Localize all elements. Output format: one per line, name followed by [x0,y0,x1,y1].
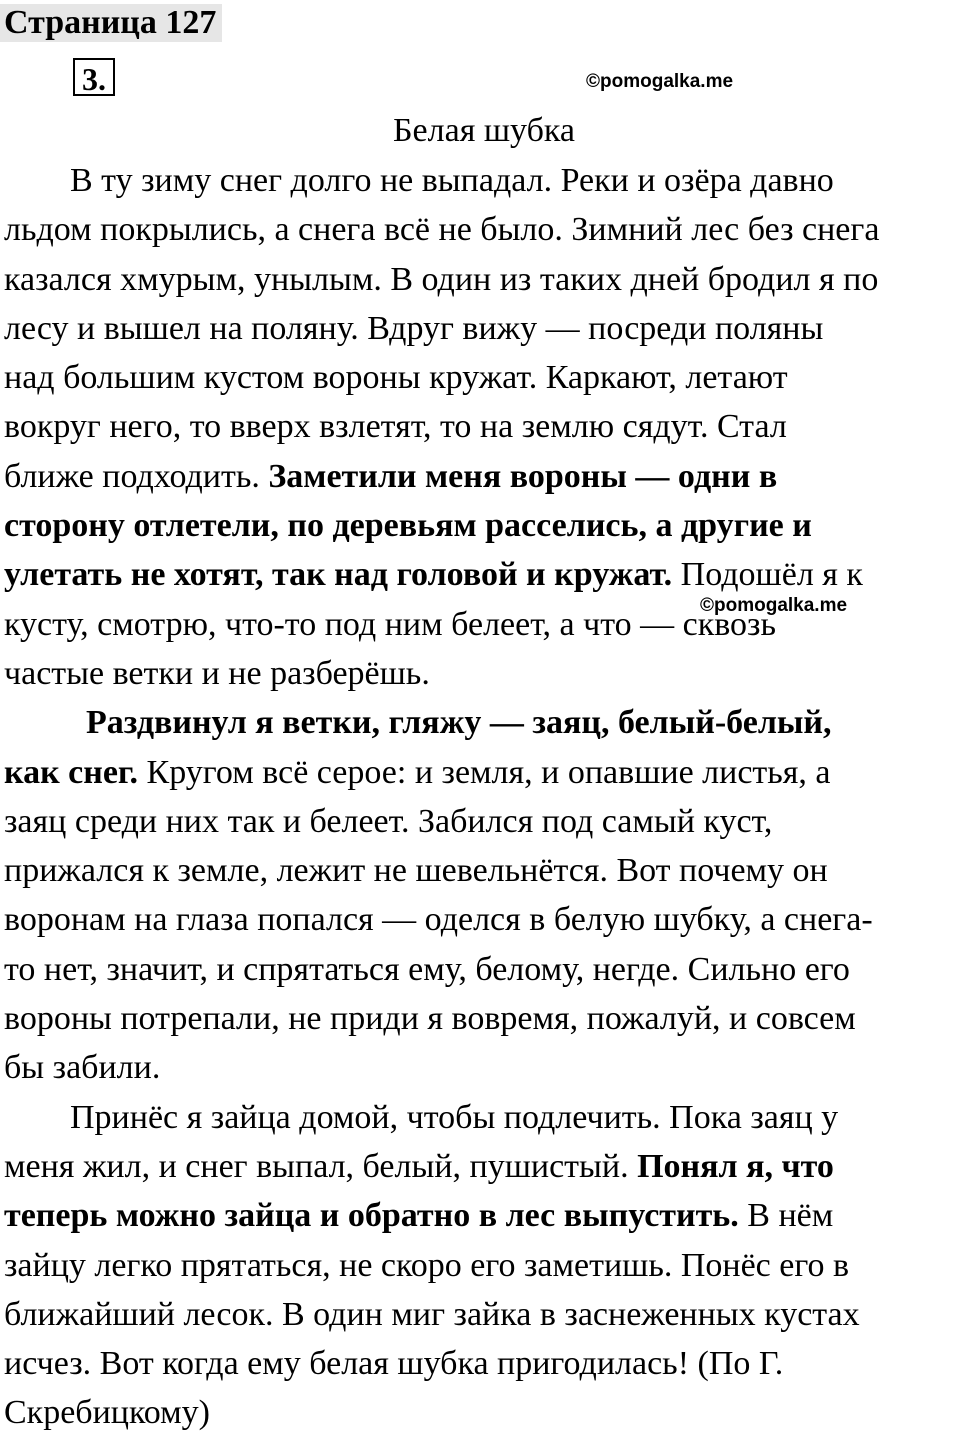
text-line [4,649,960,698]
text-fragment: бы забили. [4,1049,161,1087]
text-fragment: Кругом всё серое: и земля, и опавшие листья, а [138,753,831,791]
story-title: Белая шубка [393,112,575,149]
text-line [4,945,960,994]
text-fragment: меня жил, и снег выпал, белый, пушистый. [4,1147,638,1185]
text-fragment: ближе подходить. [4,457,269,495]
text-line [4,895,960,944]
text-fragment: заяц среди них так и белеет. Забился под самый куст, [4,802,773,840]
text-line [4,1388,960,1437]
bold-text-fragment: сторону отлетели, по деревьям расселись, а другие и [4,507,812,545]
text-line [4,1142,960,1191]
text-line [4,1093,960,1142]
text-line [4,255,960,304]
text-line [4,205,960,254]
text-fragment: В ту зиму снег долго не выпадал. Реки и озёра давно [70,162,834,199]
text-line [4,698,960,747]
text-line [4,1290,960,1339]
text-fragment: ближайший лесок. В один миг зайка в заснеженных кустах [4,1295,860,1333]
text-fragment: исчез. Вот когда ему белая шубка пригодилась! (По Г. [4,1345,784,1383]
text-line [4,402,960,451]
text-fragment: вороны потрепали, не приди я вовремя, пожалуй, и совсем [4,1000,856,1038]
text-fragment: частые ветки и не разберёшь. [4,654,430,692]
text-fragment: Скребицкому) [4,1394,210,1432]
task-number-box: 3. [73,58,115,96]
watermark-top: ©pomogalka.me [586,71,734,92]
text-line [4,1241,960,1290]
text-fragment: вокруг него, то вверх взлетят, то на землю сядут. Стал [4,408,787,446]
text-fragment: Подошёл я к [672,556,863,594]
text-line [4,501,960,550]
text-line [4,353,960,402]
text-line [4,1043,960,1092]
bold-text-fragment: Раздвинул я ветки, гляжу — заяц, белый-белый, [86,704,832,742]
text-line [4,1191,960,1240]
page-label: Страница 127 [0,4,222,42]
text-fragment: Принёс я зайца домой, чтобы подлечить. Пока заяц у [70,1098,839,1136]
text-fragment: льдом покрылись, а снега всё не было. Зимний лес без снега [4,211,880,249]
bold-text-fragment: Понял я, что [637,1147,834,1185]
text-fragment: воронам на глаза попался — оделся в белую шубку, а снега- [4,901,873,939]
text-fragment: кусту, смотрю, что-то под ним белеет, а что — сквозь [4,605,776,643]
text-fragment: В нём [738,1197,834,1235]
bold-text-fragment: как снег. [4,753,139,791]
story-text [4,156,960,1438]
text-fragment: то нет, значит, и спрятаться ему, белому, негде. Сильно его [4,950,850,988]
watermark-middle: ©pomogalka.me [700,595,848,616]
text-fragment: прижался к земле, лежит не шевельнётся. Вот почему он [4,852,828,890]
text-line [4,994,960,1043]
text-fragment: лесу и вышел на поляну. Вдруг вижу — посреди поляны [4,309,824,347]
text-line [4,304,960,353]
text-line [4,452,960,501]
text-line [4,797,960,846]
text-line [4,156,960,205]
text-line [4,1339,960,1388]
text-line [4,748,960,797]
bold-text-fragment: Заметили меня вороны — одни в [268,457,778,495]
text-line [4,550,960,599]
text-line [4,846,960,895]
bold-text-fragment: улетать не хотят, так над головой и кружат. [4,556,673,594]
text-fragment: над большим кустом вороны кружат. Каркают, летают [4,359,788,397]
text-fragment: казался хмурым, унылым. В один из таких дней бродил я по [4,260,879,298]
bold-text-fragment: теперь можно зайца и обратно в лес выпустить. [4,1197,739,1235]
text-fragment: зайцу легко прятаться, не скоро его заметишь. Понёс его в [4,1246,850,1284]
